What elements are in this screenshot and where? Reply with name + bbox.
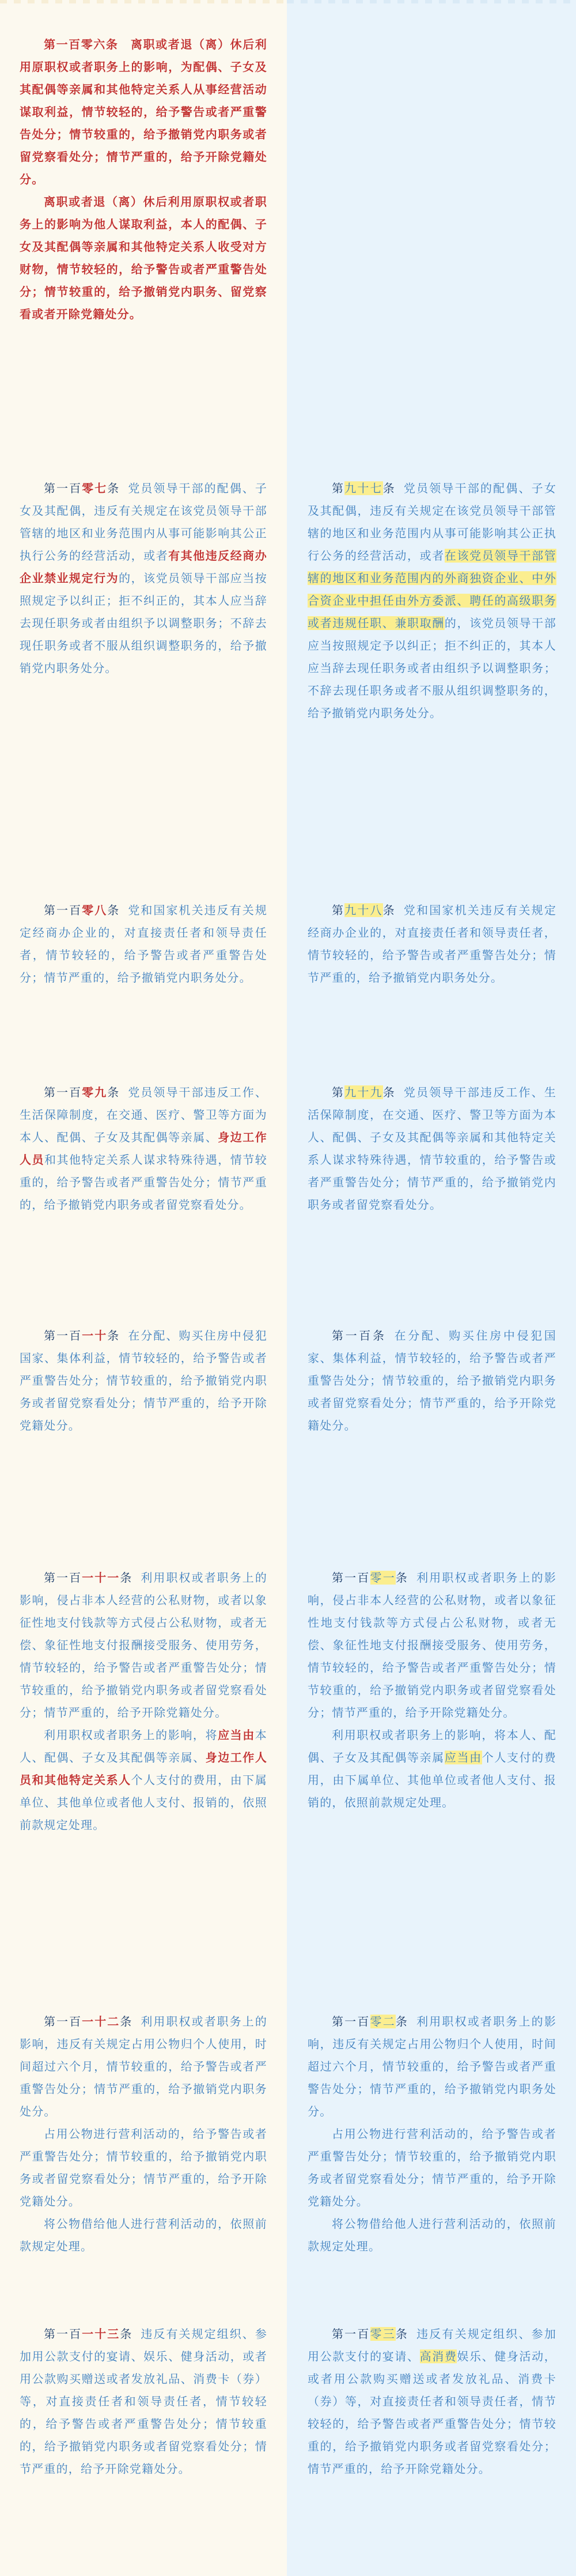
article-110: [20, 1325, 267, 1437]
article-106: [20, 33, 267, 326]
article-97-change: 在该党员领导干部管辖的地区和业务范围内的外商独资企业、中外合资企业中担任由外方委派、聘任的高级职务或者违规任职、兼职取酬: [308, 549, 556, 630]
article-102: [308, 2011, 556, 2258]
article-111-para-2: 利用职权或者职务上的影响，将应当由本人、配偶、子女及其配偶等亲属、身边工作人员和其他特定关系人个人支付的费用，由下属单位、其他单位或者他人支付、报销的，依照前款规定处理。: [20, 1728, 268, 1832]
article-101-number: 第一百零一条: [332, 1571, 409, 1585]
article-107: [20, 477, 267, 680]
article-109-change: 身边工作人员: [20, 1130, 267, 1167]
article-101-para-1: 第一百零一条 利用职权或者职务上的影响，侵占非本人经营的公私财物，或者以象征性地支付钱款等方式侵占公私财物，或者无偿、象征性地支付报酬接受服务、使用劳务，情节较轻的，给予警告或者严重警告处分；情节较重的，给予撤销党内职务或者留党察看处分；情节严重的，给予开除党籍处分。: [308, 1571, 557, 1719]
article-97-para: 第九十七条 党员领导干部的配偶、子女及其配偶，违反有关规定在该党员领导干部管辖的地区和业务范围内从事可能影响其公正执行公务的经营活动，或者在该党员领导干部管辖的地区和业务范围内的外商独资企业、中外合资企业中担任由外方委派、聘任的高级职务或者违规任职、兼职取酬的，该党员领导干部应当按照规定予以纠正；拒不纠正的，其本人应当辞去现任职务或者由组织予以调整职务；不辞去现任职务或者不服从组织调整职务的，给予撤销党内职务处分。: [308, 481, 557, 720]
article-99-para: 第九十九条 党员领导干部违反工作、生活保障制度，在交通、医疗、警卫等方面为本人、配偶、子女及其配偶等亲属和其他特定关系人谋求特殊待遇，情节较重的，给予警告或者严重警告处分；情节严重的，给予撤销党内职务或者留党察看处分。: [308, 1085, 557, 1212]
article-109-number: 第一百零九条: [44, 1085, 120, 1099]
article-100: [308, 1325, 556, 1437]
article-113: [20, 2323, 267, 2480]
article-98: [308, 899, 556, 989]
article-112: [20, 2011, 267, 2258]
article-97: [308, 477, 556, 725]
article-102-number: 第一百零二条: [332, 2015, 409, 2028]
article-97-number: 第九十七条: [332, 481, 396, 495]
article-102-para-3: 将公物借给他人进行营利活动的，依照前款规定处理。: [308, 2217, 556, 2253]
article-100-number: 第一百条: [332, 1329, 386, 1342]
article-109-para: 第一百零九条 党员领导干部违反工作、生活保障制度，在交通、医疗、警卫等方面为本人、配偶、子女及其配偶等亲属、身边工作人员和其他特定关系人谋求特殊待遇，情节较重的，给予警告或者严重警告处分；情节严重的，给予撤销党内职务或者留党察看处分。: [20, 1085, 268, 1212]
article-103-number: 第一百零三条: [332, 2327, 409, 2341]
article-106-para-1: 第一百零六条 离职或者退（离）休后利用原职权或者职务上的影响，为配偶、子女及其配偶等亲属和其他特定关系人从事经营活动谋取利益，情节较轻的，给予警告或者严重警告处分；情节较重的，给予撤销党内职务或者留党察看处分；情节严重的，给予开除党籍处分。: [20, 37, 267, 186]
article-98-para: 第九十八条 党和国家机关违反有关规定经商办企业的，对直接责任者和领导责任者，情节较轻的，给予警告或者严重警告处分；情节严重的，给予撤销党内职务处分。: [308, 903, 557, 985]
article-111-number: 第一百一十一条: [44, 1571, 133, 1585]
article-108: [20, 899, 267, 989]
article-103-para: 第一百零三条 违反有关规定组织、参加用公款支付的宴请、高消费娱乐、健身活动，或者用公款购买赠送或者发放礼品、消费卡（券）等，对直接责任者和领导责任者，情节较轻的，给予警告或者严重警告处分；情节较重的，给予撤销党内职务或者留党察看处分；情节严重的，给予开除党籍处分。: [308, 2327, 557, 2476]
article-110-para: 第一百一十条 在分配、购买住房中侵犯国家、集体利益，情节较轻的，给予警告或者严重警告处分；情节较重的，给予撤销党内职务或者留党察看处分；情节严重的，给予开除党籍处分。: [20, 1329, 268, 1432]
article-99-number: 第九十九条: [332, 1085, 396, 1099]
article-113-para: 第一百一十三条 违反有关规定组织、参加用公款支付的宴请、娱乐、健身活动，或者用公款购买赠送或者发放礼品、消费卡（券）等，对直接责任者和领导责任者，情节较轻的，给予警告或者严重警告处分；情节较重的，给予撤销党内职务或者留党察看处分；情节严重的，给予开除党籍处分。: [20, 2327, 268, 2476]
article-102-para-2: 占用公物进行营利活动的，给予警告或者严重警告处分；情节较重的，给予撤销党内职务或者留党察看处分；情节严重的，给予开除党籍处分。: [308, 2127, 556, 2208]
article-98-number: 第九十八条: [332, 903, 396, 917]
article-101: [308, 1567, 556, 1814]
article-99: [308, 1081, 556, 1216]
article-107-para: 第一百零七条 党员领导干部的配偶、子女及其配偶，违反有关规定在该党员领导干部管辖的地区和业务范围内从事可能影响其公正执行公务的经营活动，或者有其他违反经商办企业禁业规定行为的，该党员领导干部应当按照规定予以纠正；拒不纠正的，其本人应当辞去现任职务或者由组织予以调整职务；不辞去现任职务或者不服从组织调整职务的，给予撤销党内职务处分。: [20, 481, 268, 675]
article-111-para-1: 第一百一十一条 利用职权或者职务上的影响，侵占非本人经营的公私财物，或者以象征性地支付钱款等方式侵占公私财物，或者无偿、象征性地支付报酬接受服务、使用劳务，情节较轻的，给予警告或者严重警告处分；情节较重的，给予撤销党内职务或者留党察看处分；情节严重的，给予开除党籍处分。: [20, 1571, 268, 1719]
article-112-para-2: 占用公物进行营利活动的，给予警告或者严重警告处分；情节较重的，给予撤销党内职务或者留党察看处分；情节严重的，给予开除党籍处分。: [20, 2127, 267, 2208]
article-100-para: 第一百条 在分配、购买住房中侵犯国家、集体利益，情节较轻的，给予警告或者严重警告处分；情节较重的，给予撤销党内职务或者留党察看处分；情节严重的，给予开除党籍处分。: [308, 1329, 556, 1432]
article-103-change: 高消费: [419, 2349, 457, 2363]
article-111: [20, 1567, 267, 1836]
article-108-para: 第一百零八条 党和国家机关违反有关规定经商办企业的，对直接责任者和领导责任者，情节较轻的，给予警告或者严重警告处分；情节严重的，给予撤销党内职务处分。: [20, 903, 268, 985]
article-106-para-2: 离职或者退（离）休后利用原职权或者职务上的影响为他人谋取利益，本人的配偶、子女及其配偶等亲属和其他特定关系人收受对方财物，情节较轻的，给予警告或者严重警告处分；情节较重的，给予撤销党内职务、留党察看或者开除党籍处分。: [20, 195, 267, 321]
article-112-para-3: 将公物借给他人进行营利活动的，依照前款规定处理。: [20, 2217, 267, 2253]
right-column-old-version: [287, 0, 576, 2576]
article-107-change: 有其他违反经商办企业禁业规定行为: [20, 549, 267, 585]
article-107-number: 第一百零七条: [44, 481, 120, 495]
article-101-para-2: 利用职权或者职务上的影响，将本人、配偶、子女及其配偶等亲属应当由个人支付的费用，由下属单位、其他单位或者他人支付、报销的，依照前款规定处理。: [308, 1728, 557, 1809]
article-108-number: 第一百零八条: [44, 903, 120, 917]
left-column-new-version: [0, 0, 287, 2576]
article-113-number: 第一百一十三条: [44, 2327, 133, 2341]
article-109: [20, 1081, 267, 1216]
article-102-para-1: 第一百零二条 利用职权或者职务上的影响，违反有关规定占用公物归个人使用，时间超过六个月，情节较重的，给予警告或者严重警告处分；情节严重的，给予撤销党内职务处分。: [308, 2015, 557, 2118]
article-110-number: 第一百一十条: [44, 1329, 120, 1342]
article-112-para-1: 第一百一十二条 利用职权或者职务上的影响，违反有关规定占用公物归个人使用，时间超过六个月，情节较重的，给予警告或者严重警告处分；情节严重的，给予撤销党内职务处分。: [20, 2015, 268, 2118]
article-112-number: 第一百一十二条: [44, 2015, 133, 2028]
article-103: [308, 2323, 556, 2480]
